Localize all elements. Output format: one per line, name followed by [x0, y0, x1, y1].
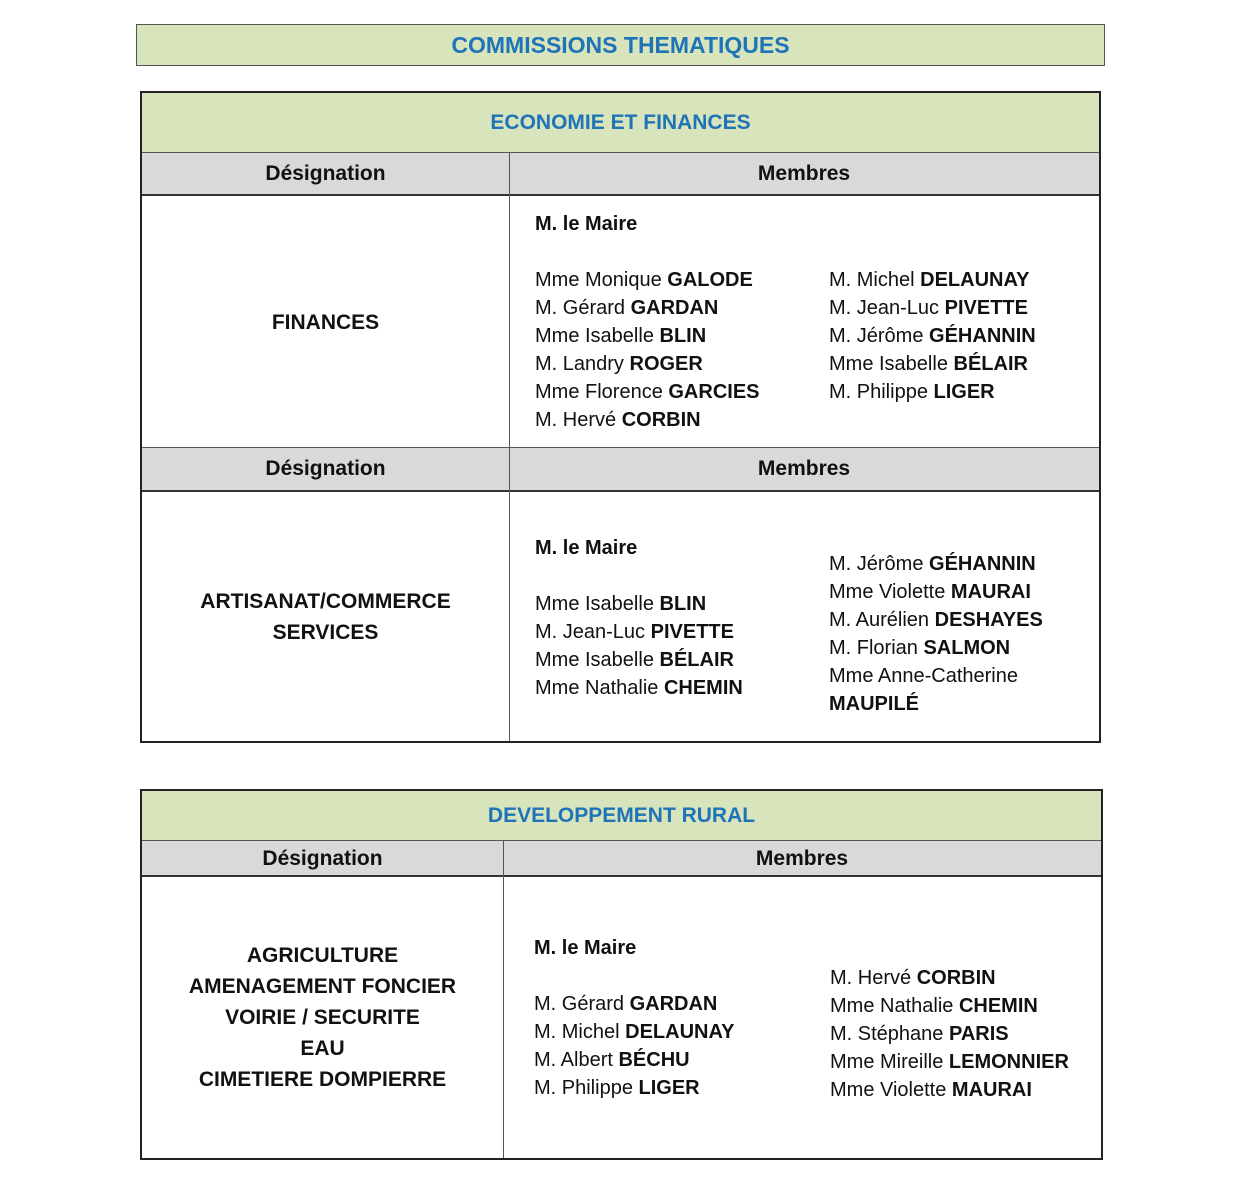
member-name: Mme Isabelle BLIN — [535, 593, 707, 615]
header-membres: Membres — [757, 162, 851, 185]
member-name: M. Hervé CORBIN — [830, 967, 996, 989]
member-name: Mme Nathalie CHEMIN — [830, 995, 1038, 1017]
member-name: M. Jean-Luc PIVETTE — [535, 621, 734, 643]
member-name: M. Gérard GARDAN — [534, 993, 718, 1015]
members-right — [829, 550, 1043, 718]
member-name: Mme Nathalie CHEMIN — [535, 677, 743, 699]
member-name: Mme Monique GALODE — [535, 269, 753, 291]
members-left — [535, 590, 743, 702]
member-name: M. Philippe LIGER — [829, 381, 995, 403]
member-name: M. Michel DELAUNAY — [829, 269, 1030, 291]
divider — [509, 448, 510, 741]
member-name: M. Michel DELAUNAY — [534, 1021, 735, 1043]
member-name: M. Aurélien DESHAYES — [829, 609, 1043, 631]
member-name: Mme Mireille LEMONNIER — [830, 1051, 1069, 1073]
designation-line: VOIRIE / SECURITE — [225, 1006, 420, 1029]
designation-line: SERVICES — [272, 620, 379, 644]
divider — [503, 841, 504, 1158]
members-left — [534, 990, 734, 1102]
member-name: M. Landry ROGER — [535, 353, 703, 375]
member-head: M. le Maire — [535, 537, 638, 559]
designation-line: EAU — [300, 1037, 345, 1060]
section-title: ECONOMIE ET FINANCES — [142, 93, 1099, 153]
table-header — [142, 448, 1099, 490]
member-name: M. Florian SALMON — [829, 637, 1011, 659]
commission-table-rural — [140, 789, 1103, 1160]
header-designation: Désignation — [262, 846, 383, 870]
member-name: M. Jérôme GÉHANNIN — [829, 553, 1036, 575]
table-header — [142, 153, 1099, 195]
header-membres: Membres — [755, 846, 849, 870]
header-membres: Membres — [757, 457, 851, 480]
member-name: M. Hervé CORBIN — [535, 409, 701, 431]
member-name: M. Jérôme GÉHANNIN — [829, 325, 1036, 347]
designation-line: FINANCES — [271, 310, 380, 334]
members-right — [830, 964, 1069, 1104]
commission-table-economie — [140, 91, 1101, 743]
members-left — [535, 266, 760, 434]
members-right — [829, 266, 1036, 406]
member-name: Mme Violette MAURAI — [830, 1079, 1032, 1101]
designation-cell — [142, 877, 503, 1158]
designation-line: ARTISANAT/COMMERCE — [200, 589, 451, 613]
member-name: Mme Violette MAURAI — [829, 581, 1031, 603]
member-head: M. le Maire — [535, 213, 638, 235]
section-title: DEVELOPPEMENT RURAL — [142, 791, 1101, 841]
designation-cell — [142, 492, 509, 741]
member-name: Mme Anne-Catherine MAUPILÉ — [829, 665, 1018, 715]
designation-line: AGRICULTURE — [246, 944, 399, 967]
page-title: COMMISSIONS THEMATIQUES — [136, 24, 1105, 66]
member-name: M. Albert BÉCHU — [534, 1049, 690, 1071]
member-name: Mme Florence GARCIES — [535, 381, 760, 403]
header-designation: Désignation — [265, 162, 386, 185]
member-name: Mme Isabelle BÉLAIR — [829, 353, 1028, 375]
member-name: M. Jean-Luc PIVETTE — [829, 297, 1028, 319]
header-designation: Désignation — [265, 457, 386, 480]
designation-line: AMENAGEMENT FONCIER — [188, 975, 457, 998]
member-name: Mme Isabelle BLIN — [535, 325, 707, 347]
member-name: M. Stéphane PARIS — [830, 1023, 1009, 1045]
table-header — [142, 841, 1101, 876]
member-name: M. Gérard GARDAN — [535, 297, 719, 319]
member-head: M. le Maire — [534, 937, 637, 959]
member-name: Mme Isabelle BÉLAIR — [535, 649, 734, 671]
designation-line: CIMETIERE DOMPIERRE — [198, 1068, 447, 1091]
designation-cell — [142, 196, 509, 448]
member-name: M. Philippe LIGER — [534, 1077, 700, 1099]
